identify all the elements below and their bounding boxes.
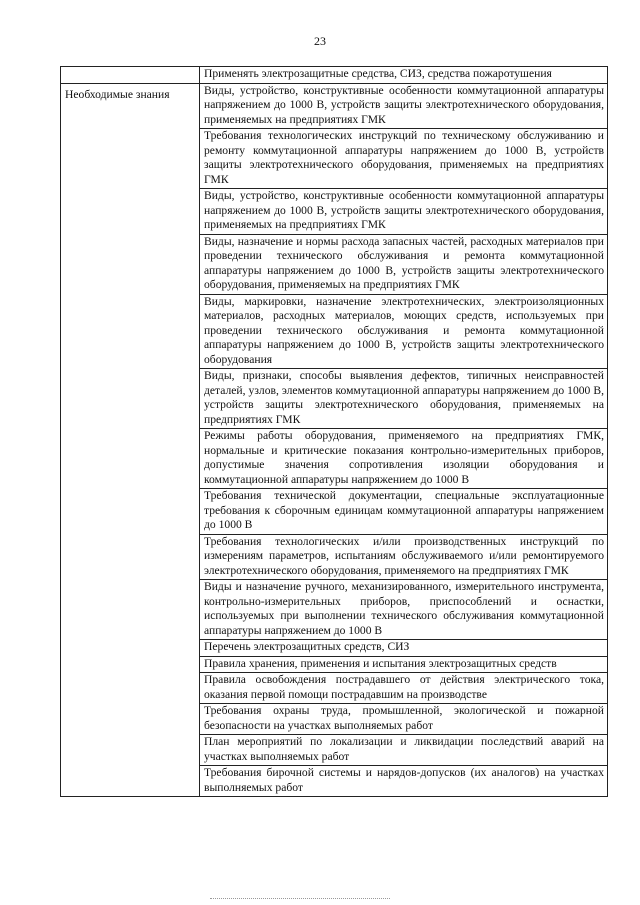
knowledge-cell: Виды, маркировки, назначение электротехнических, электроизоляционных материалов, расходных материалов, моющих средств, используемых при проведении технического обслуживания и ремонта коммутационной аппаратуры напряжением до 1000 В, устройств защиты электротехнического оборудования [200, 294, 608, 369]
knowledge-cell: Требования технологических и/или производственных инструкций по измерениям параметров, испытаниям обслуживаемого и/или ремонтируемого электротехнического оборудования, применяемого на предприятиях ГМК [200, 534, 608, 580]
knowledge-cell: Режимы работы оборудования, применяемого на предприятиях ГМК, нормальные и критические показания контрольно-измерительных приборов, допустимые значения сопротивления изоляции оборудования и коммутационной аппаратуры напряжением до 1000 В [200, 429, 608, 489]
knowledge-cell: План мероприятий по локализации и ликвидации последствий аварий на участках выполняемых работ [200, 735, 608, 766]
knowledge-cell: Правила хранения, применения и испытания электрозащитных средств [200, 656, 608, 673]
table-row [61, 67, 608, 84]
page-number: 23 [314, 34, 326, 48]
table-row [61, 83, 608, 129]
scan-edge-rule [210, 898, 390, 899]
knowledge-cell: Требования охраны труда, промышленной, экологической и пожарной безопасности на участках выполняемых работ [200, 704, 608, 735]
knowledge-cell: Виды, устройство, конструктивные особенности коммутационной аппаратуры напряжением до 1000 В, устройств защиты электротехнического оборудования, применяемых на предприятиях ГМК [200, 189, 608, 235]
knowledge-cell: Требования бирочной системы и нарядов-допусков (их аналогов) на участках выполняемых работ [200, 766, 608, 797]
knowledge-cell: Виды, признаки, способы выявления дефектов, типичных неисправностей деталей, узлов, элементов коммутационной аппаратуры напряжением до 1000 В, устройств защиты электротехнического оборудования, применяемых на предприятиях ГМК [200, 369, 608, 429]
knowledge-cell: Требования технологических инструкций по техническому обслуживанию и ремонту коммутационной аппаратуры напряжением до 1000 В, устройств защиты электротехнического оборудования, применяемых на предприятиях ГМК [200, 129, 608, 189]
knowledge-cell: Требования технической документации, специальные эксплуатационные требования к сборочным единицам коммутационной аппаратуры напряжением до 1000 В [200, 489, 608, 535]
section-label-cell: Необходимые знания [61, 83, 200, 797]
knowledge-cell: Перечень электрозащитных средств, СИЗ [200, 640, 608, 657]
knowledge-cell: Виды, устройство, конструктивные особенности коммутационной аппаратуры напряжением до 1000 В, устройств защиты электротехнического оборудования, применяемых на предприятиях ГМК [200, 83, 608, 129]
empty-label-cell [61, 67, 200, 84]
knowledge-cell: Виды и назначение ручного, механизированного, измерительного инструмента, контрольно-измерительных приборов, приспособлений и оснастки, используемых при выполнении технического обслуживания коммутационной аппаратуры напряжением до 1000 В [200, 580, 608, 640]
knowledge-cell: Виды, назначение и нормы расхода запасных частей, расходных материалов при проведении технического обслуживания и ремонта коммутационной аппаратуры напряжением до 1000 В, устройств защиты электротехнического оборудования, применяемых на предприятиях ГМК [200, 234, 608, 294]
knowledge-cell: Правила освобождения пострадавшего от действия электрического тока, оказания первой помощи пострадавшим на производстве [200, 673, 608, 704]
skill-cell: Применять электрозащитные средства, СИЗ, средства пожаротушения [200, 67, 608, 84]
requirements-table [60, 66, 608, 797]
